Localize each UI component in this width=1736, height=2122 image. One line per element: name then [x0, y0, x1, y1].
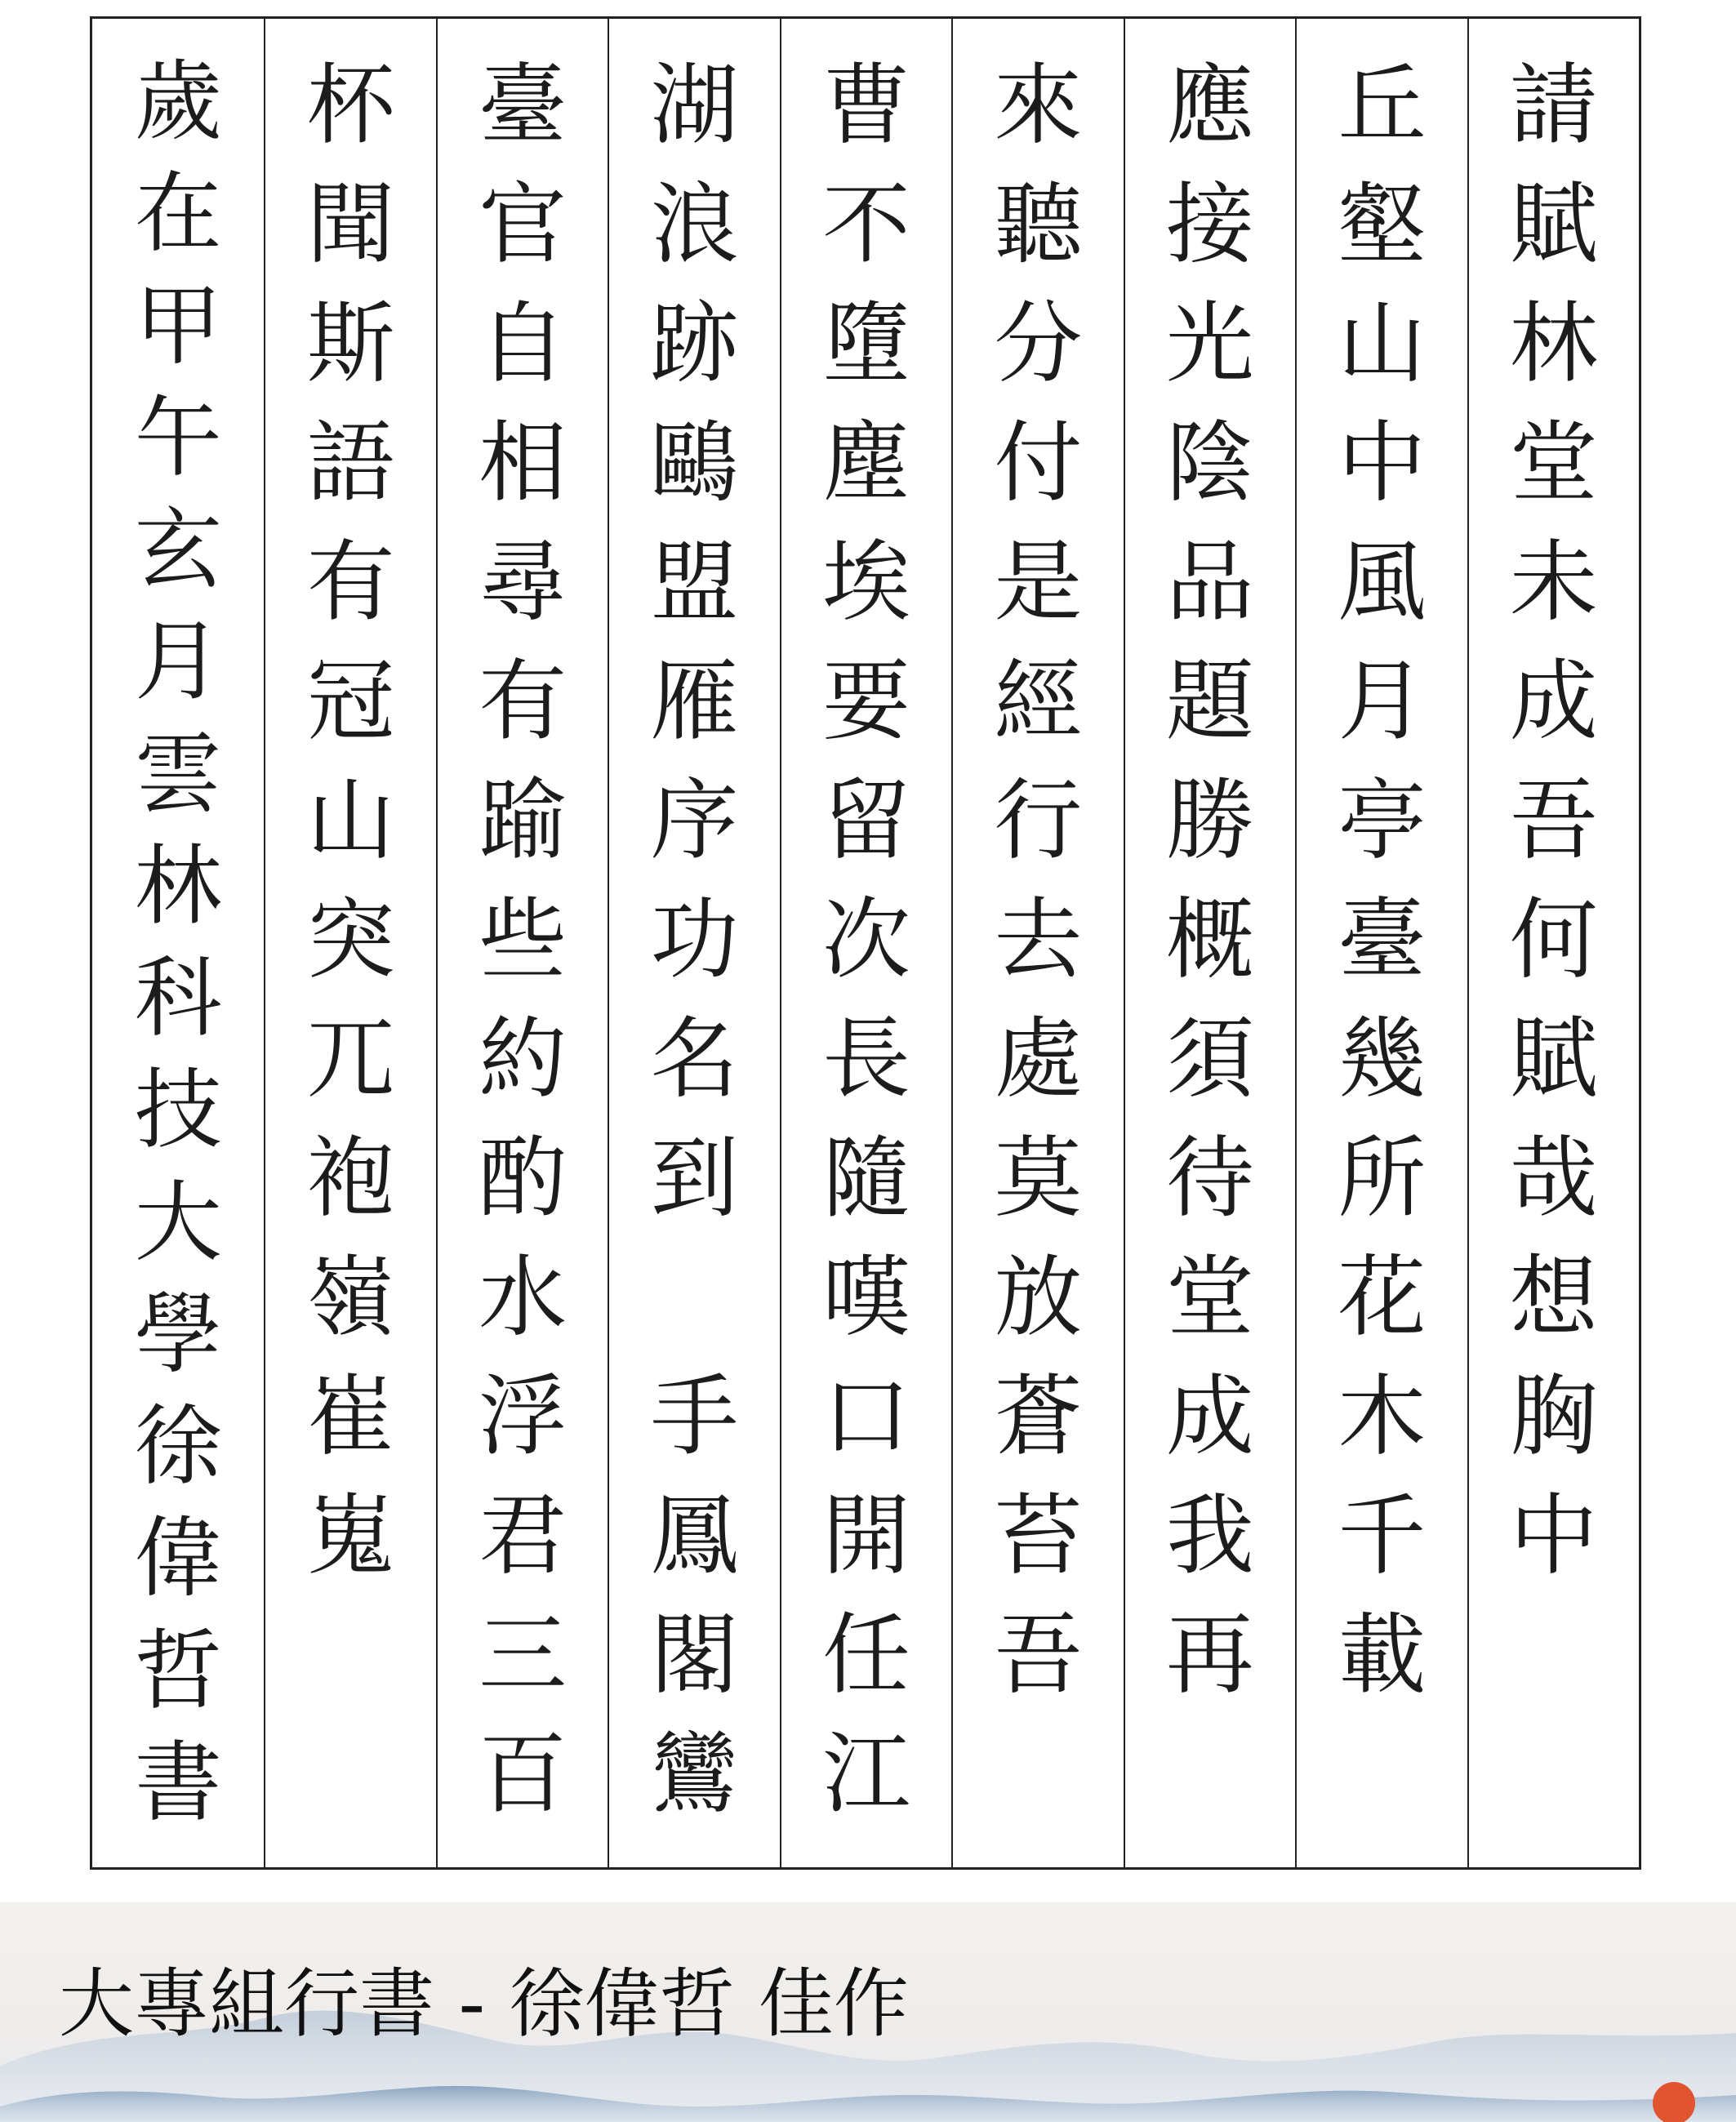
calligraphy-character: 千: [1338, 1485, 1427, 1587]
calligraphy-character: 徐: [134, 1396, 222, 1497]
calligraphy-character: 手: [650, 1366, 739, 1468]
calligraphy-character: 浮: [479, 1366, 568, 1468]
calligraphy-character: 中: [1338, 412, 1427, 514]
calligraphy-character: 功: [650, 889, 739, 991]
calligraphy-character: 堂: [1165, 1247, 1254, 1349]
calligraphy-character: 雲: [134, 723, 222, 825]
calligraphy-character: 尋: [479, 532, 568, 634]
calligraphy-character: 載: [1338, 1604, 1427, 1706]
calligraphy-character: 須: [1165, 1008, 1254, 1110]
calligraphy-character: 水: [479, 1247, 568, 1349]
calligraphy-character: 吾: [1509, 770, 1598, 872]
column-characters: [1297, 47, 1467, 1840]
calligraphy-character: 在: [134, 163, 222, 265]
calligraphy-character: 科: [134, 948, 222, 1049]
text-column-1: [1467, 19, 1639, 1867]
calligraphy-character: 任: [821, 1604, 910, 1706]
calligraphy-character: 堂: [1509, 412, 1598, 514]
calligraphy-character: 偉: [134, 1508, 222, 1610]
calligraphy-character: 應: [1165, 55, 1254, 157]
calligraphy-character: 吾: [994, 1604, 1083, 1706]
calligraphy-character: 中: [1509, 1485, 1598, 1587]
calligraphy-character: 概: [1165, 889, 1254, 991]
calligraphy-character: 約: [479, 1008, 568, 1110]
text-column-4: [951, 19, 1123, 1867]
calligraphy-sheet: [90, 16, 1641, 1870]
calligraphy-character: 序: [650, 770, 739, 872]
text-column-6: [608, 19, 779, 1867]
text-column-9: [92, 19, 264, 1867]
calligraphy-character: 嵬: [306, 1485, 395, 1587]
calligraphy-character: 蒼: [994, 1366, 1083, 1468]
column-characters: [609, 47, 779, 1840]
calligraphy-character: 花: [1338, 1247, 1427, 1349]
calligraphy-character: 午: [134, 387, 222, 489]
calligraphy-character: 突: [306, 889, 395, 991]
calligraphy-character: 想: [1509, 1247, 1598, 1349]
calligraphy-character: 陰: [1165, 412, 1254, 514]
calligraphy-character: 賦: [1509, 1008, 1598, 1110]
calligraphy-character: 鳳: [650, 1485, 739, 1587]
calligraphy-character: 長: [821, 1008, 910, 1110]
calligraphy-character: 臺: [479, 55, 568, 157]
calligraphy-character: 哉: [1509, 1128, 1598, 1230]
calligraphy-character: 光: [1165, 293, 1254, 395]
calligraphy-character: 莫: [994, 1128, 1083, 1230]
calligraphy-character: 有: [306, 532, 395, 634]
calligraphy-character: 曹: [821, 55, 910, 157]
calligraphy-character: 成: [1509, 651, 1598, 753]
calligraphy-character: 來: [994, 55, 1083, 157]
calligraphy-character: 君: [479, 1485, 568, 1587]
calligraphy-character: 冠: [306, 651, 395, 753]
calligraphy-character: 歲: [134, 51, 222, 153]
calligraphy-character: 嘆: [821, 1247, 910, 1349]
calligraphy-character: 跡: [650, 293, 739, 395]
calligraphy-character: 風: [1338, 532, 1427, 634]
calligraphy-character: 雁: [650, 651, 739, 753]
calligraphy-character: 丘: [1338, 55, 1427, 157]
calligraphy-character: 盟: [650, 532, 739, 634]
calligraphy-character: 兀: [306, 1008, 395, 1110]
calligraphy-character: 林: [1509, 293, 1598, 395]
calligraphy-character: 酌: [479, 1128, 568, 1230]
text-column-2: [1295, 19, 1467, 1867]
column-characters: [438, 47, 608, 1840]
calligraphy-character: 鷗: [650, 412, 739, 514]
calligraphy-character: 書: [134, 1732, 222, 1834]
caption-title: 大專組行書 - 徐偉哲 佳作: [59, 1960, 909, 2048]
calligraphy-character: 自: [479, 293, 568, 395]
column-characters: [781, 47, 951, 1840]
calligraphy-character: 些: [479, 889, 568, 991]
column-characters: [92, 47, 264, 1840]
calligraphy-character: 臺: [1338, 889, 1427, 991]
calligraphy-character: 到: [650, 1128, 739, 1230]
calligraphy-character: 行: [994, 770, 1083, 872]
calligraphy-character: 大: [134, 1172, 222, 1274]
calligraphy-character: 鸞: [650, 1724, 739, 1826]
calligraphy-character: 哲: [134, 1620, 222, 1722]
calligraphy-character: 是: [994, 532, 1083, 634]
calligraphy-character: 次: [821, 889, 910, 991]
calligraphy-character: 品: [1165, 532, 1254, 634]
calligraphy-character: 埃: [821, 532, 910, 634]
calligraphy-character: 湖: [650, 55, 739, 157]
calligraphy-character: 月: [134, 612, 222, 714]
calligraphy-character: 題: [1165, 651, 1254, 753]
calligraphy-character: 待: [1165, 1128, 1254, 1230]
column-characters: [265, 47, 435, 1840]
calligraphy-character: 崔: [306, 1366, 395, 1468]
calligraphy-character: 三: [479, 1604, 568, 1706]
calligraphy-character: 山: [1338, 293, 1427, 395]
column-characters: [1125, 47, 1295, 1840]
calligraphy-character: 未: [1509, 532, 1598, 634]
calligraphy-character: 幾: [1338, 1008, 1427, 1110]
text-column-5: [780, 19, 951, 1867]
calligraphy-character: 所: [1338, 1128, 1427, 1230]
calligraphy-character: 墮: [821, 293, 910, 395]
calligraphy-character: 成: [1165, 1366, 1254, 1468]
calligraphy-character: 口: [821, 1366, 910, 1468]
calligraphy-character: 胸: [1509, 1366, 1598, 1468]
calligraphy-character: 我: [1165, 1485, 1254, 1587]
calligraphy-character: 浪: [650, 174, 739, 276]
calligraphy-character: 官: [479, 174, 568, 276]
calligraphy-character: 百: [479, 1724, 568, 1826]
calligraphy-character: 接: [1165, 174, 1254, 276]
calligraphy-character: 名: [650, 1008, 739, 1110]
calligraphy-character: 放: [994, 1247, 1083, 1349]
calligraphy-character: 處: [994, 1008, 1083, 1110]
calligraphy-character: 袍: [306, 1128, 395, 1230]
calligraphy-character: 木: [1338, 1366, 1427, 1468]
calligraphy-character: 相: [479, 412, 568, 514]
calligraphy-character: 勝: [1165, 770, 1254, 872]
calligraphy-character: 經: [994, 651, 1083, 753]
calligraphy-character: 聽: [994, 174, 1083, 276]
calligraphy-character: 斯: [306, 293, 395, 395]
calligraphy-character: 學: [134, 1283, 222, 1386]
calligraphy-character: 請: [1509, 55, 1598, 157]
calligraphy-character: 玄: [134, 500, 222, 601]
text-column-3: [1124, 19, 1295, 1867]
calligraphy-character: 有: [479, 651, 568, 753]
calligraphy-character: 甲: [134, 275, 222, 377]
calligraphy-character: 語: [306, 412, 395, 514]
calligraphy-character: 閣: [650, 1604, 739, 1706]
calligraphy-character: 開: [821, 1485, 910, 1587]
calligraphy-character: 塵: [821, 412, 910, 514]
calligraphy-character: 再: [1165, 1604, 1254, 1706]
column-characters: [953, 47, 1123, 1840]
calligraphy-character: 江: [821, 1724, 910, 1826]
calligraphy-character: 壑: [1338, 174, 1427, 276]
calligraphy-character: 聞: [306, 174, 395, 276]
calligraphy-character: 亭: [1338, 770, 1427, 872]
calligraphy-character: 不: [821, 174, 910, 276]
calligraphy-character: 苔: [994, 1485, 1083, 1587]
calligraphy-character: 賦: [1509, 174, 1598, 276]
text-column-8: [264, 19, 435, 1867]
calligraphy-character: 分: [994, 293, 1083, 395]
calligraphy-character: 要: [821, 651, 910, 753]
text-column-7: [436, 19, 608, 1867]
calligraphy-character: 杯: [306, 55, 395, 157]
column-characters: [1469, 47, 1639, 1840]
calligraphy-character: 踰: [479, 770, 568, 872]
calligraphy-character: 月: [1338, 651, 1427, 753]
calligraphy-character: 技: [134, 1060, 222, 1162]
calligraphy-character: 林: [134, 835, 222, 937]
calligraphy-character: 嶺: [306, 1247, 395, 1349]
calligraphy-character: 山: [306, 770, 395, 872]
calligraphy-character: 去: [994, 889, 1083, 991]
calligraphy-character: 付: [994, 412, 1083, 514]
calligraphy-character: 隨: [821, 1128, 910, 1230]
calligraphy-character: 何: [1509, 889, 1598, 991]
footer-banner: [0, 1902, 1736, 2122]
calligraphy-character: 留: [821, 770, 910, 872]
